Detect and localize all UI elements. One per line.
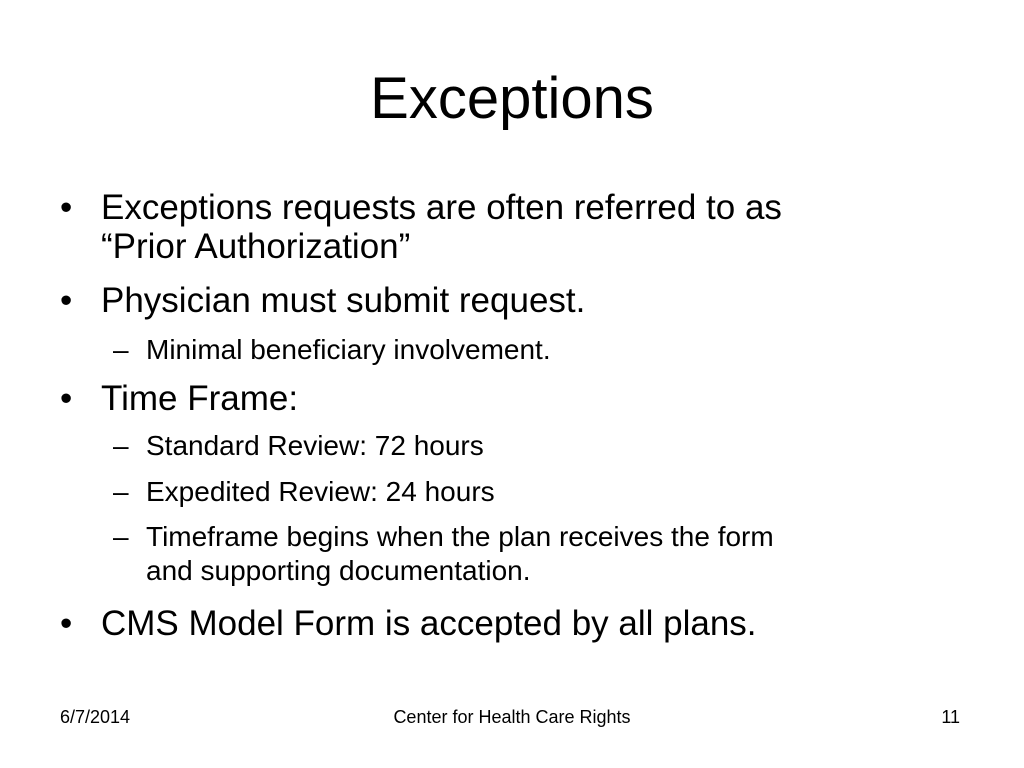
slide-title: Exceptions <box>370 66 654 131</box>
footer-page-number: 11 <box>941 707 960 727</box>
sub-bullet-text: Minimal beneficiary involvement. <box>146 334 551 365</box>
bullet-marker: • <box>60 379 73 418</box>
footer-organization: Center for Health Care Rights <box>393 707 631 727</box>
bullet-text: CMS Model Form is accepted by all plans. <box>101 604 757 643</box>
bullet-item <box>60 281 940 320</box>
bullet-text <box>101 188 940 266</box>
sub-bullet-text: Standard Review: 72 hours <box>146 430 484 461</box>
bullet-text-line: Exceptions requests are often referred to as <box>101 188 782 227</box>
bullet-text: Time Frame: <box>101 379 299 418</box>
bullet-item <box>60 188 940 266</box>
bullet-marker: • <box>60 188 73 227</box>
bullet-text-line: “Prior Authorization” <box>101 227 411 266</box>
sub-bullet-marker: – <box>113 430 129 461</box>
bullet-marker: • <box>60 604 73 643</box>
bullet-item <box>60 604 940 643</box>
footer-date: 6/7/2014 <box>60 707 131 727</box>
bullet-marker: • <box>60 281 73 320</box>
sub-bullet-item <box>113 333 933 367</box>
sub-bullet-marker: – <box>113 476 129 507</box>
sub-bullet-text: Expedited Review: 24 hours <box>146 476 495 507</box>
bullet-item <box>60 379 940 418</box>
sub-bullet-item <box>113 475 933 509</box>
sub-bullet-item <box>113 429 933 463</box>
sub-bullet-text <box>146 520 933 588</box>
bullet-text: Physician must submit request. <box>101 281 586 320</box>
sub-bullet-marker: – <box>113 521 129 552</box>
sub-bullet-text-line: and supporting documentation. <box>146 555 531 586</box>
sub-bullet-item <box>113 520 933 588</box>
sub-bullet-text-line: Timeframe begins when the plan receives the form <box>146 521 774 552</box>
sub-bullet-marker: – <box>113 334 129 365</box>
